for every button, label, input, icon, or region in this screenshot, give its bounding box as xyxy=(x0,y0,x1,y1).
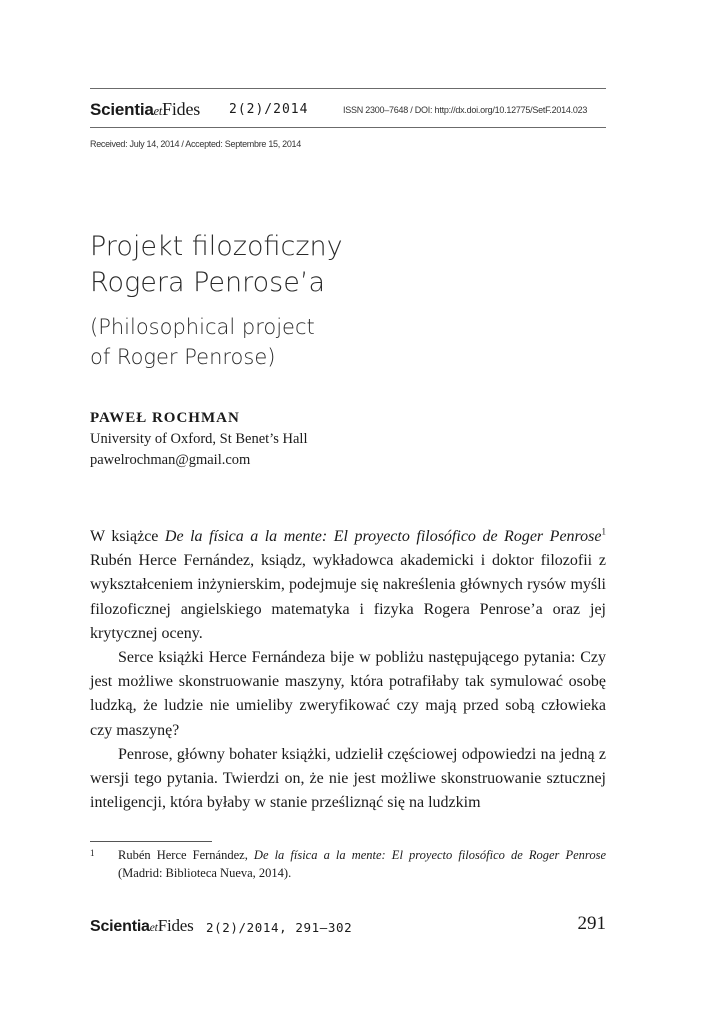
article-title-line1: Projekt filozoficzny xyxy=(90,231,343,262)
header-top-rule xyxy=(90,88,606,89)
article-title-line2: Rogera Penrose’a xyxy=(90,267,325,298)
body-paragraph-3: Penrose, główny bohater książki, udzielił częściowej odpowiedzi na jedną z wersji tego pytania. Twierdzi on, że nie jest możliwe skonstruowanie sztucznej inteligencji, która byłaby w stanie prześliznąć się na ludzkim xyxy=(90,745,606,812)
journal-logo-et: et xyxy=(153,104,163,118)
footer-issue-pages: 2(2)/2014, 291–302 xyxy=(206,920,353,935)
footnote-text: Rubén Herce Fernández, De la física a la mente: El proyecto filosófico de Roger Penrose (Madrid: Biblioteca Nueva, 2014). xyxy=(118,848,606,880)
journal-logo xyxy=(90,98,200,122)
body-paragraph-2: Serce książki Herce Fernándeza bije w pobliżu następującego pytania: Czy jest możliwe skonstruowanie maszyny, która potrafiłaby tak symulować osobę ludzką, że ludzie nie umieliby zweryfikować czy mają przed sobą człowieka czy maszynę? xyxy=(90,649,606,739)
article-title xyxy=(90,229,343,301)
author-email: pawelrochman@gmail.com xyxy=(90,452,251,468)
footnote-number: 1 xyxy=(90,848,95,858)
author-affiliation: University of Oxford, St Benet’s Hall xyxy=(90,431,308,447)
footnote-1 xyxy=(90,846,606,882)
author-block xyxy=(90,408,307,471)
article-subtitle-line2: of Roger Penrose) xyxy=(90,345,276,369)
header-issn-doi: ISSN 2300–7648 / DOI: http://dx.doi.org/10.12775/SetF.2014.023 xyxy=(343,105,588,115)
header-bottom-rule xyxy=(90,127,606,128)
author-name: PAWEŁ ROCHMAN xyxy=(90,410,240,426)
article-body xyxy=(90,525,606,815)
journal-logo-fides: Fides xyxy=(162,99,201,119)
footnote-ref-1[interactable]: 1 xyxy=(601,526,607,537)
journal-logo-scientia: Scientia xyxy=(90,100,154,119)
header-issue: 2(2)/2014 xyxy=(229,102,309,117)
received-accepted: Received: July 14, 2014 / Accepted: Septembre 15, 2014 xyxy=(90,139,301,149)
page-number: 291 xyxy=(577,913,606,934)
article-subtitle-line1: (Philosophical project xyxy=(90,315,315,339)
footer-journal-logo: ScientiaetFides xyxy=(90,916,194,935)
book-title-italic: De la física a la mente: El proyecto filosófico de Roger Penrose xyxy=(164,528,602,545)
body-paragraph-1: W książce De la física a la mente: El proyecto filosófico de Roger Penrose$^1$ Rubén Herce Fernández, ksiądz, wykładowca akademicki i doktor filozofii z wykształceniem inżynierskim, podejmuje się nakreślenia głównych rysów myśli filozoficznej angielskiego matematyka i fizyka Rogera Penrose’a oraz jej krytycznej oceny. xyxy=(90,526,607,642)
footnote-separator xyxy=(90,841,212,842)
article-subtitle xyxy=(90,312,315,372)
